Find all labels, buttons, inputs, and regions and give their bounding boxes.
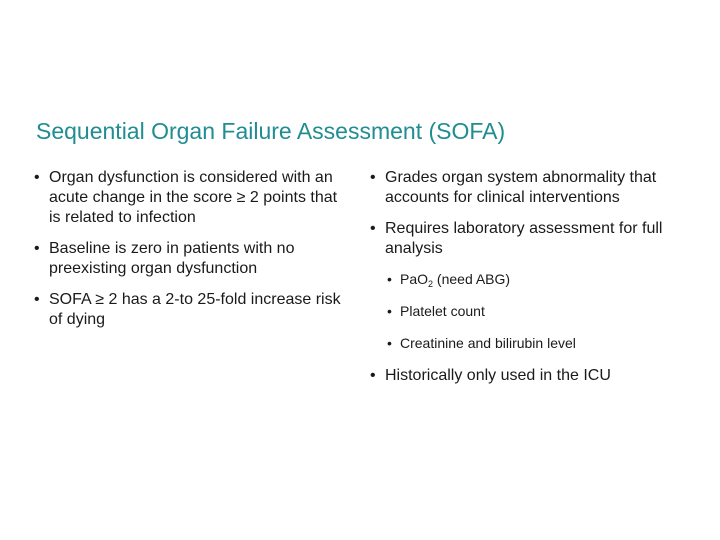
- sub-bullet-pao2: [370, 270, 690, 289]
- sub-bullet-text: Platelet count: [400, 303, 485, 319]
- bullet-dot: •: [34, 240, 40, 257]
- bullet-dot: •: [370, 220, 376, 237]
- right-bullet-list: [370, 168, 690, 397]
- pao2-subscript: 2: [428, 279, 434, 289]
- lab-sub-list: [370, 270, 690, 353]
- sub-bullet-text: Creatinine and bilirubin level: [400, 335, 576, 351]
- pao2-suffix: (need ABG): [433, 271, 511, 287]
- bullet-dot: •: [34, 291, 40, 308]
- sub-bullet-creatinine: [370, 334, 690, 353]
- sub-bullet-platelet: [370, 302, 690, 321]
- bullet-baseline: [34, 239, 346, 279]
- bullet-text: Baseline is zero in patients with no preexisting organ dysfunction: [49, 240, 295, 277]
- slide-title: Sequential Organ Failure Assessment (SOFA): [36, 118, 506, 144]
- bullet-text: Historically only used in the ICU: [385, 367, 611, 384]
- bullet-grades-organ-system: [370, 168, 690, 208]
- bullet-organ-dysfunction: [34, 168, 346, 228]
- bullet-text: Grades organ system abnormality that accounts for clinical interventions: [385, 169, 657, 206]
- bullet-text: Organ dysfunction is considered with an acute change in the score ≥ 2 points that is related to infection: [49, 169, 338, 226]
- bullet-dot: •: [370, 169, 376, 186]
- sub-bullet-group: [370, 270, 690, 353]
- left-bullet-list: [34, 168, 346, 341]
- bullet-icu-usage: [370, 366, 690, 386]
- bullet-text: Requires laboratory assessment for full analysis: [385, 220, 663, 257]
- bullet-lab-assessment: [370, 219, 690, 259]
- sub-bullet-dot: •: [387, 303, 392, 319]
- bullet-dot: •: [370, 367, 376, 384]
- bullet-sofa-risk: [34, 290, 346, 330]
- pao2-base: PaO: [400, 271, 429, 287]
- sub-bullet-dot: •: [387, 271, 392, 287]
- bullet-dot: •: [34, 169, 40, 186]
- sub-bullet-dot: •: [387, 335, 392, 351]
- bullet-text: SOFA ≥ 2 has a 2-to 25-fold increase risk of dying: [49, 291, 341, 328]
